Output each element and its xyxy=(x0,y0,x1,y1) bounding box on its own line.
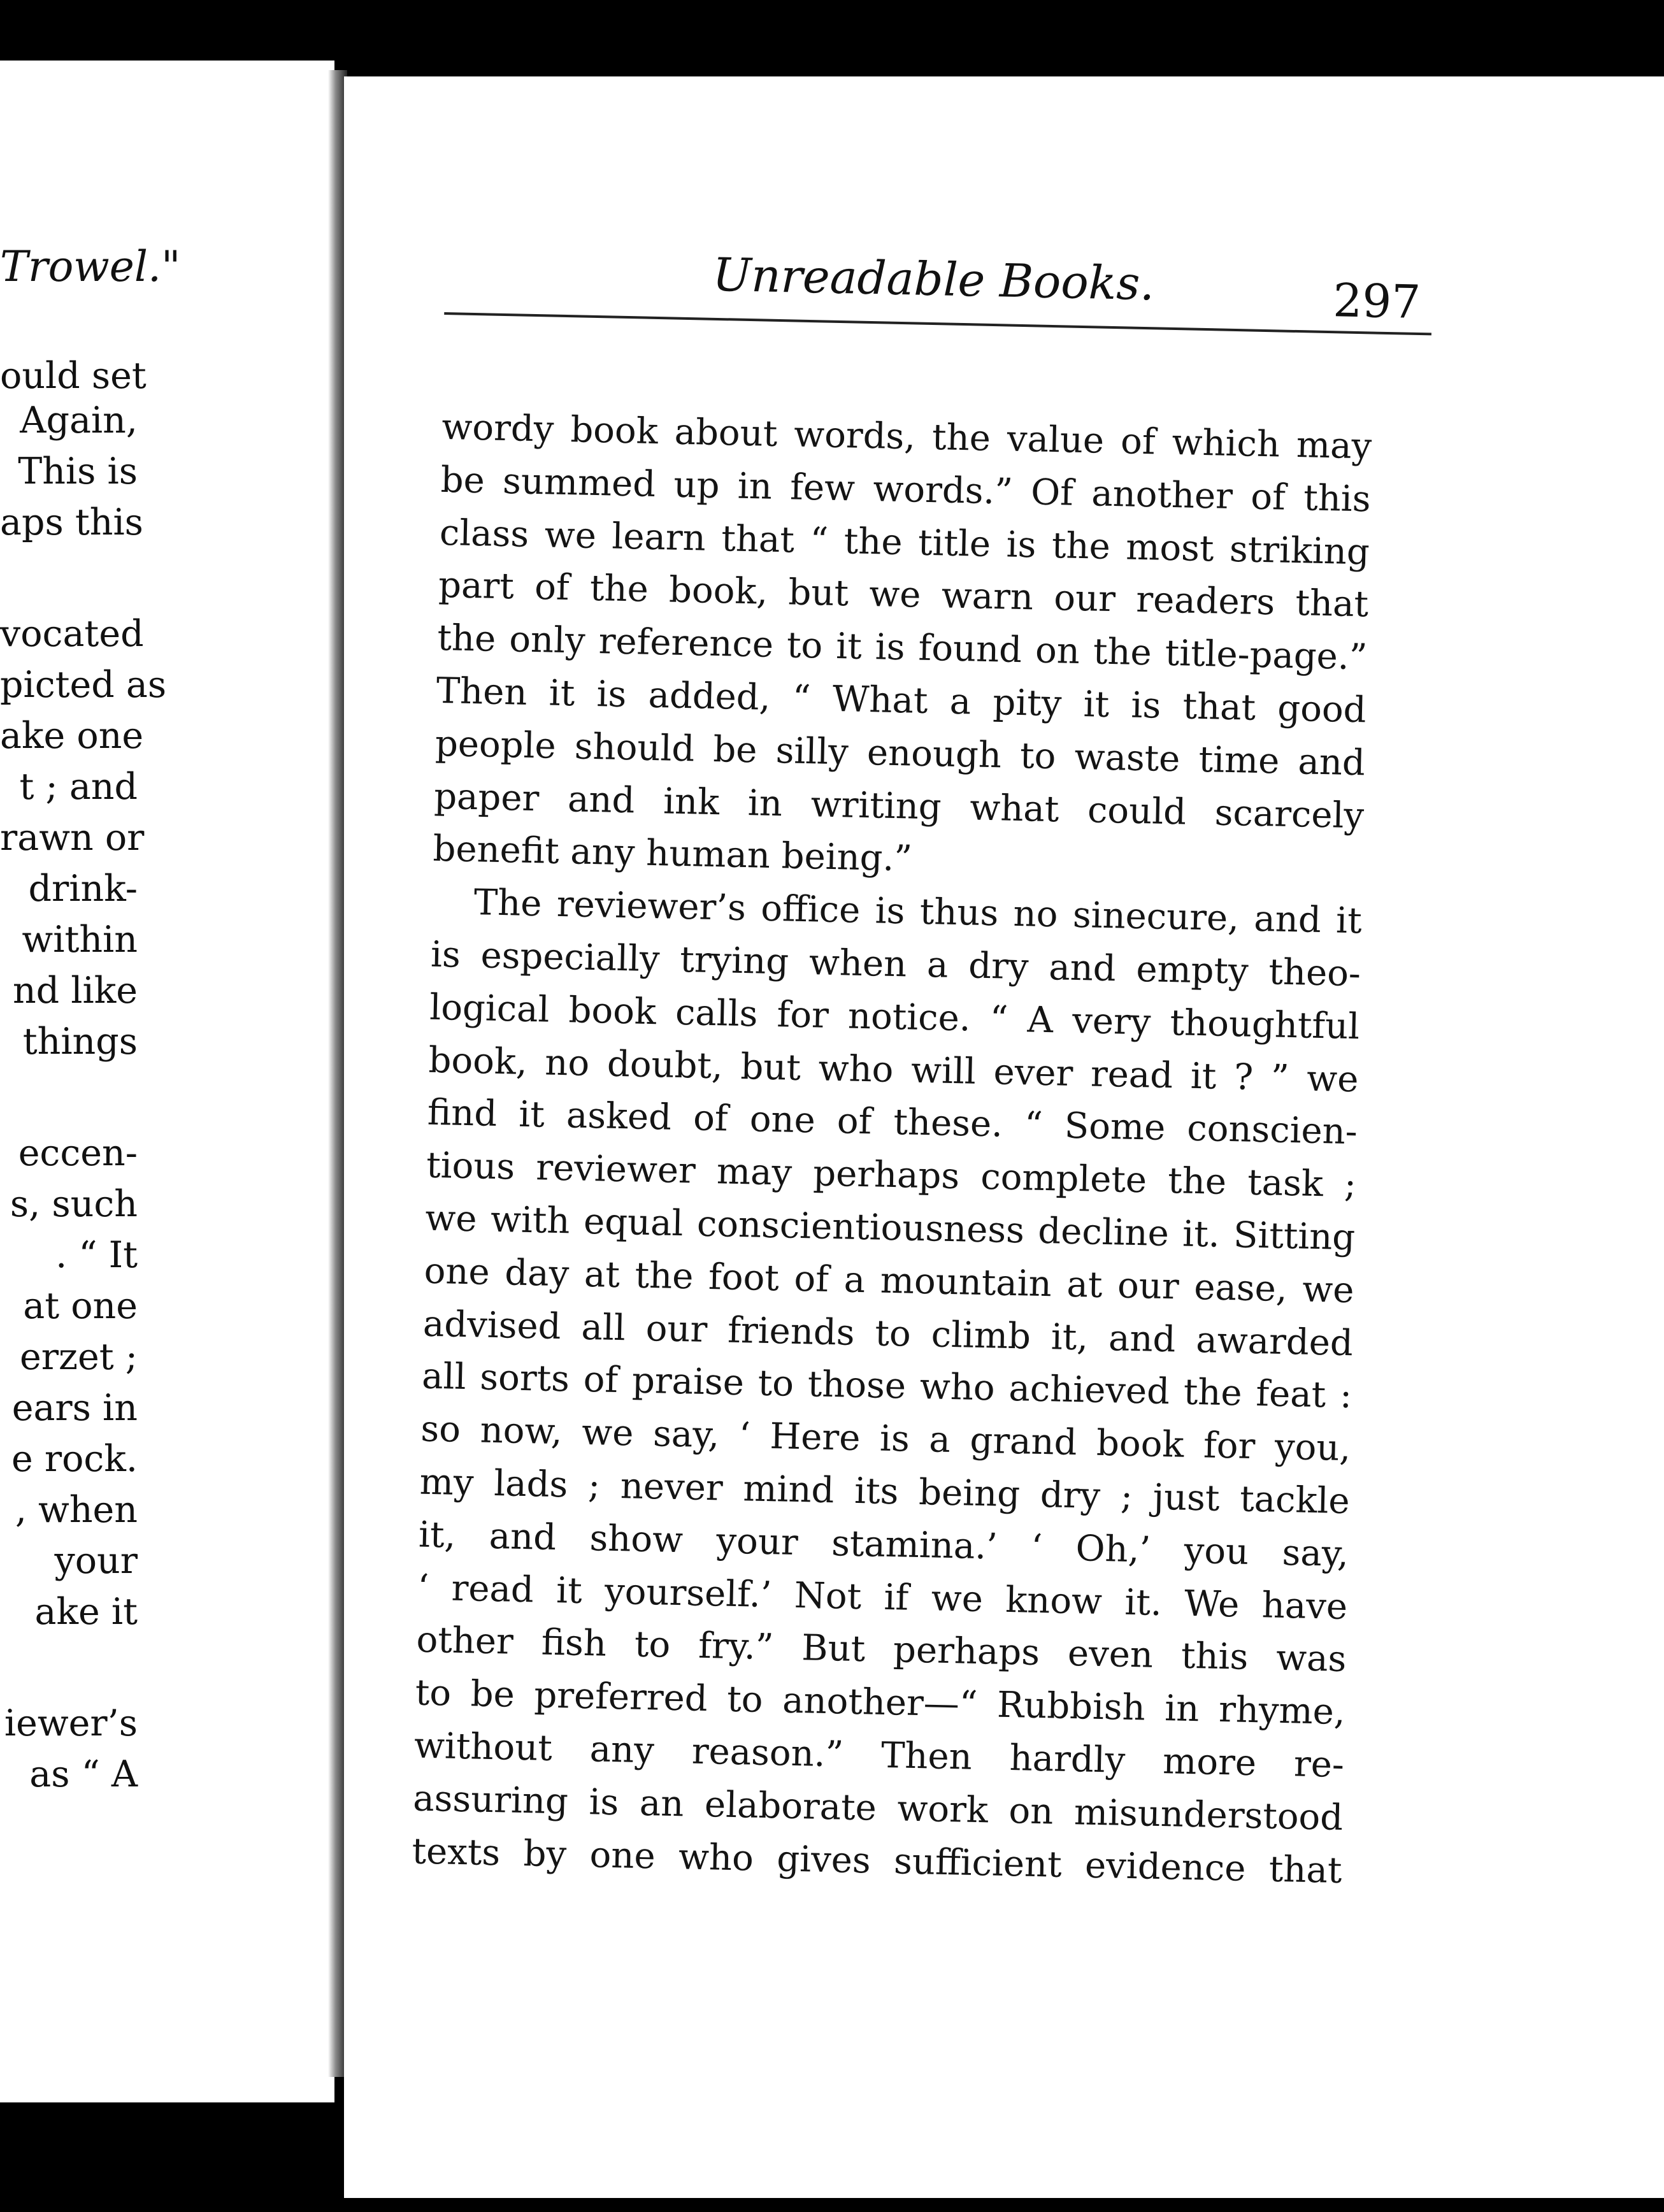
text-line: without any reason.” Then hardly more re- xyxy=(413,1725,1345,1786)
page-297 xyxy=(344,76,1664,2198)
running-title: Unreadable Books. xyxy=(712,247,1156,311)
body-text xyxy=(412,401,1430,1899)
facing-text-fragment: picted as xyxy=(0,664,167,706)
text-line: the only reference to it is found on the title-page.” xyxy=(436,617,1368,679)
facing-text-fragment: things xyxy=(22,1021,138,1063)
facing-text-fragment: ould set xyxy=(0,355,147,397)
text-line: The reviewer’s office is thus no sinecure, and it xyxy=(473,882,1363,942)
facing-text-fragment: , when xyxy=(15,1489,138,1531)
facing-text-fragment: nd like xyxy=(12,970,138,1012)
facing-text-fragment: This is xyxy=(18,450,138,492)
facing-text-fragment: s, such xyxy=(10,1183,138,1225)
text-line: be summed up in few words.” Of another of this xyxy=(440,459,1372,521)
facing-text-fragment: ake it xyxy=(34,1591,138,1633)
text-line: part of the book, but we warn our readers that xyxy=(438,564,1369,626)
facing-text-fragment: t ; and xyxy=(19,766,138,808)
text-line: to be preferred to another—“ Rubbish in rhyme, xyxy=(415,1672,1346,1734)
page-number: 297 xyxy=(1332,273,1421,329)
text-line: book, no doubt, but who will ever read it ? ” we xyxy=(428,1039,1359,1100)
text-line: it, and show your stamina.’ ‘ Oh,’ you say, xyxy=(418,1514,1349,1575)
facing-text-fragment: at one xyxy=(23,1285,138,1327)
text-line: is especially trying when a dry and empty theo- xyxy=(430,933,1361,995)
text-line: class we learn that “ the title is the most striking xyxy=(439,512,1370,573)
text-line: assuring is an elaborate work on misunderstood xyxy=(412,1778,1344,1839)
text-line: find it asked of one of these. “ Some conscien- xyxy=(427,1092,1358,1153)
facing-text-fragment: Again, xyxy=(20,399,138,442)
running-head xyxy=(444,229,1433,333)
text-line: benefit any human being.” xyxy=(432,828,913,880)
facing-text-fragment: within xyxy=(22,919,138,961)
facing-text-fragment: rawn or xyxy=(0,817,145,859)
header-rule xyxy=(444,312,1431,335)
facing-text-fragment: ake one xyxy=(0,715,144,757)
facing-page xyxy=(0,61,334,2102)
facing-text-fragment: vocated xyxy=(0,613,144,655)
facing-text-fragment: erzet ; xyxy=(20,1336,138,1378)
facing-text-fragment: iewer’s xyxy=(4,1702,138,1744)
facing-text-fragment: as “ A xyxy=(29,1753,138,1795)
text-line: logical book calls for notice. “ A very thoughtful xyxy=(429,986,1360,1048)
page-content xyxy=(411,229,1433,1892)
text-line: all sorts of praise to those who achieved the feat : xyxy=(421,1355,1352,1417)
text-line: so now, we say, ‘ Here is a grand book for you, xyxy=(420,1408,1351,1470)
facing-text-fragment: your xyxy=(54,1540,138,1582)
text-line: advised all our friends to climb it, and awarded xyxy=(422,1303,1354,1364)
facing-running-head: Trowel." xyxy=(0,242,181,291)
text-line: my lads ; never mind its being dry ; just tackle xyxy=(419,1461,1351,1523)
facing-text-fragment: eccen- xyxy=(18,1132,138,1174)
text-line: we with equal conscientiousness decline it. Sitting xyxy=(424,1197,1356,1259)
text-line: tious reviewer may perhaps complete the task ; xyxy=(426,1144,1357,1206)
text-line: other fish to fry.” But perhaps even this was xyxy=(415,1619,1347,1681)
facing-text-fragment: aps this xyxy=(0,501,143,543)
facing-text-fragment: drink- xyxy=(28,868,138,910)
text-line: ‘ read it yourself.’ Not if we know it. We have xyxy=(417,1567,1348,1628)
text-line: paper and ink in writing what could scarcely xyxy=(433,775,1365,837)
facing-text-fragment: ears in xyxy=(11,1387,138,1429)
text-line: people should be silly enough to waste time and xyxy=(434,722,1366,784)
text-line: wordy book about words, the value of which may xyxy=(441,406,1372,468)
facing-text-fragment: e rock. xyxy=(11,1438,138,1480)
facing-text-fragment: . “ It xyxy=(55,1234,138,1276)
text-line: Then it is added, “ What a pity it is that good xyxy=(436,670,1367,731)
text-line: one day at the foot of a mountain at our ease, we xyxy=(424,1250,1355,1311)
text-line: texts by one who gives sufficient evidence that xyxy=(411,1830,1343,1892)
